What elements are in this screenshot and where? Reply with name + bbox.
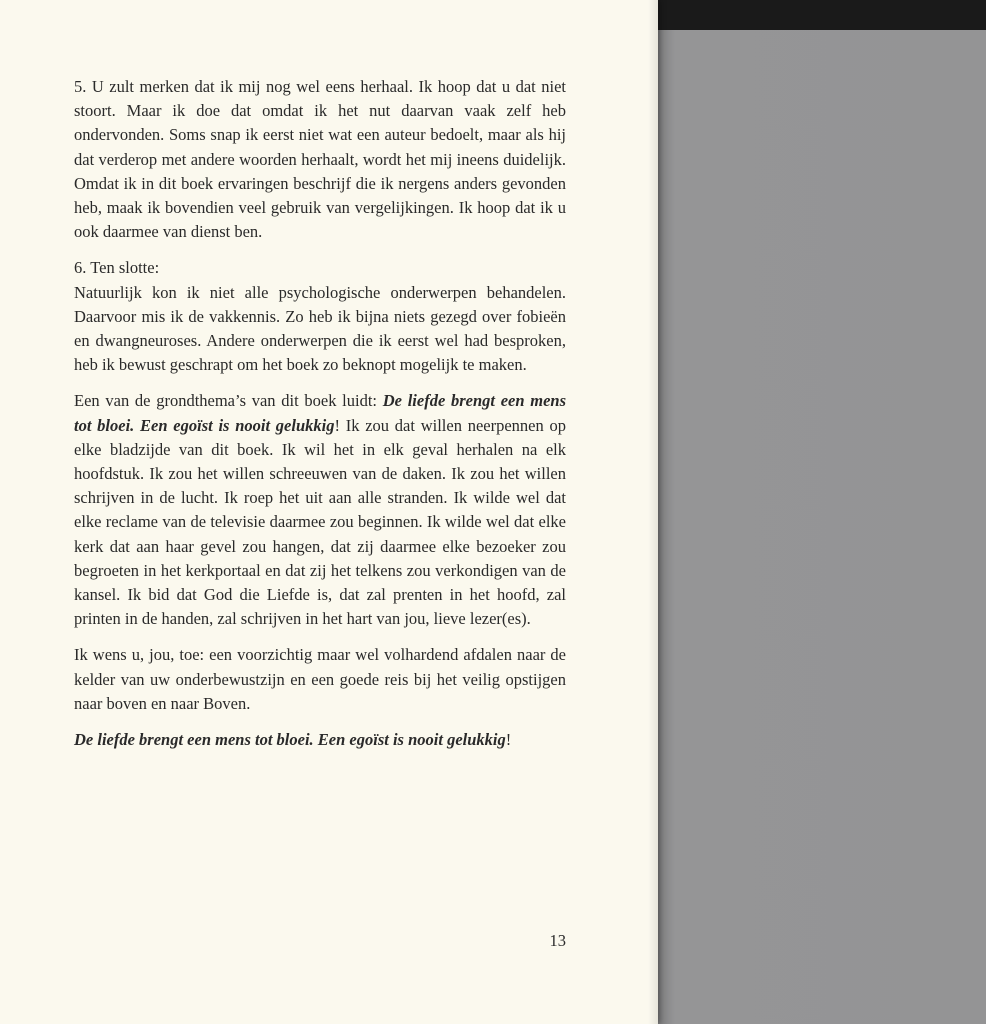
page-number: 13: [549, 931, 566, 950]
paragraph-7-exclamation: !: [334, 415, 340, 435]
paragraph-7-rest: Ik zou dat willen neerpennen op elke bladzijde van dit boek. Ik wil het in elk geval herhalen na elk hoofdstuk. Ik zou het willen schreeuwen van de daken. Ik zou het willen schrijven in de lucht. Ik roep het uit aan alle stranden. Ik wilde wel dat elke reclame van de televisie daarmee zou beginnen. Ik wilde wel dat elke kerk dat aan haar gevel zou hangen, dat zij daarmee elke bezoeker zou begroeten in het kerkportaal en dat zij het telkens zou verkondigen van de kansel. Ik bid dat God die Liefde is, dat zal prenten in het hoofd, zal printen in de handen, zal schrijven in het hart van jou, lieve lezer(es).: [74, 415, 566, 629]
background-surface: [655, 0, 986, 1024]
closing-motto: De liefde brengt een mens tot bloei. Een egoïst is nooit gelukkig: [74, 730, 506, 750]
paragraph-7-intro: Een van de grondthema’s van dit boek luidt:: [74, 391, 383, 411]
paragraph-8: Ik wens u, jou, toe: een voorzichtig maar wel volhardend afdalen naar de kelder van uw onderbewustzijn en een goede reis bij het veilig opstijgen naar boven en naar Boven.: [74, 645, 566, 713]
background-dark-strip: [640, 0, 986, 30]
paragraph-6-heading: 6. Ten slotte:: [74, 258, 160, 278]
paragraph-5: 5. U zult merken dat ik mij nog wel eens herhaal. Ik hoop dat u dat niet stoort. Maar ik doe dat omdat ik het nut daarvan vaak zelf heb ondervonden. Soms snap ik eerst niet wat een auteur bedoelt, maar als hij dat verderop met andere woorden herhaalt, wordt het mij ineens duidelijk. Omdat ik in dit boek ervaringen beschrijf die ik nergens anders gevonden heb, maak ik bovendien veel gebruik van vergelijkingen. Ik hoop dat ik u ook daarmee van dienst ben.: [74, 77, 566, 242]
paragraph-6-body: Natuurlijk kon ik niet alle psychologische onderwerpen behandelen. Daarvoor mis ik de vakkennis. Zo heb ik bijna niets gezegd over fobieën en dwangneuroses. Andere onderwerpen die ik eerst wel had besproken, heb ik bewust geschrapt om het boek zo beknopt mogelijk te maken.: [74, 282, 566, 375]
page-body-text: [74, 75, 566, 764]
paragraph-7-emphasis: De liefde brengt een mens tot bloei. Een egoïst is nooit gelukkig: [74, 391, 566, 435]
paragraph-7: [74, 389, 566, 631]
closing-exclamation: !: [505, 730, 512, 750]
paragraph-9: [74, 728, 566, 752]
page-edge-shadow: [648, 0, 658, 1024]
paragraph-6: [74, 256, 566, 377]
